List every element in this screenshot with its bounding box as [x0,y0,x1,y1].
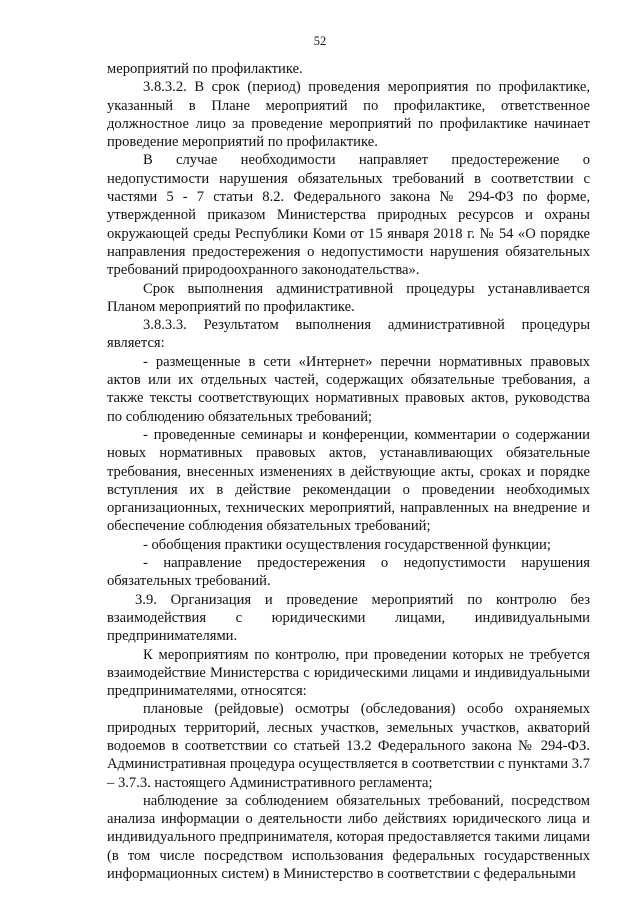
list-item-internet-lists: - размещенные в сети «Интернет» перечни нормативных правовых актов или их отдельных частей, содержащих обязательные требования, а также тексты соответствующих нормативных правовых актов, руководства по соблюдению обязательных требований; [107,353,590,425]
paragraph-warning-procedure: В случае необходимости направляет предостережение о недопустимости нарушения обязательных требований в соответствии с частями 5 - 7 статьи 8.2. Федерального закона № 294-ФЗ по форме, утвержденной приказом Министерства природных ресурсов и охраны окружающей среды Республики Коми от 15 января 2018 г. № 54 «О порядке направления предостережения о недопустимости нарушения обязательных требований природоохранного законодательства». [107,152,590,279]
document-body [107,60,590,883]
section-heading-3-9: 3.9. Организация и проведение мероприятий по контролю без взаимодействия с юридическими лицами, индивидуальными предпринимателями. [107,591,590,645]
paragraph-planned-inspections: плановые (рейдовые) осмотры (обследования) особо охраняемых природных территорий, лесных участков, земельных участков, акваторий водоемов в соответствии со статьей 13.2 Федерального закона № 294-ФЗ. Административная процедура осуществляется в соответствии с пунктами 3.7 – 3.7.3. настоящего Административного регламента; [107,701,590,791]
paragraph-control-measures: К мероприятиям по контролю, при проведении которых не требуется взаимодействие Министерства с юридическими лицами и индивидуальными предпринимателями, относятся: [107,646,590,700]
page-number: 52 [313,34,327,48]
list-item-practice-summary: - обобщения практики осуществления государственной функции; [143,536,551,553]
paragraph-3-8-3-3: 3.8.3.3. Результатом выполнения административной процедуры является: [107,317,590,352]
paragraph-procedure-term: Срок выполнения административной процедуры устанавливается Планом мероприятий по профилактике. [107,280,590,315]
list-item-seminars: - проведенные семинары и конференции, комментарии о содержании новых нормативных правовых актов, устанавливающих обязательные требования, внесенных изменениях в действующие акты, сроках и порядке вступления их в действие рекомендации о проведении необходимых организационных, технических мероприятий, направленных на внедрение и обеспечение соблюдения обязательных требований; [107,426,590,535]
paragraph-3-8-3-2: 3.8.3.2. В срок (период) проведения мероприятия по профилактике, указанный в Плане мероприятий по профилактике, ответственное должностное лицо за проведение мероприятий по профилактике начинает проведение мероприятий по профилактике. [107,79,590,151]
list-item-warning-direction: - направление предостережения о недопустимости нарушения обязательных требований. [107,555,590,590]
paragraph-observation: наблюдение за соблюдением обязательных требований, посредством анализа информации о деятельности либо действиях юридического лица и индивидуального предпринимателя, которая предоставляется такими лицами (в том числе посредством использования федеральных государственных информационных систем) в Министерство в соответствии с федеральными [107,792,590,883]
paragraph-continuation: мероприятий по профилактике. [107,61,303,77]
